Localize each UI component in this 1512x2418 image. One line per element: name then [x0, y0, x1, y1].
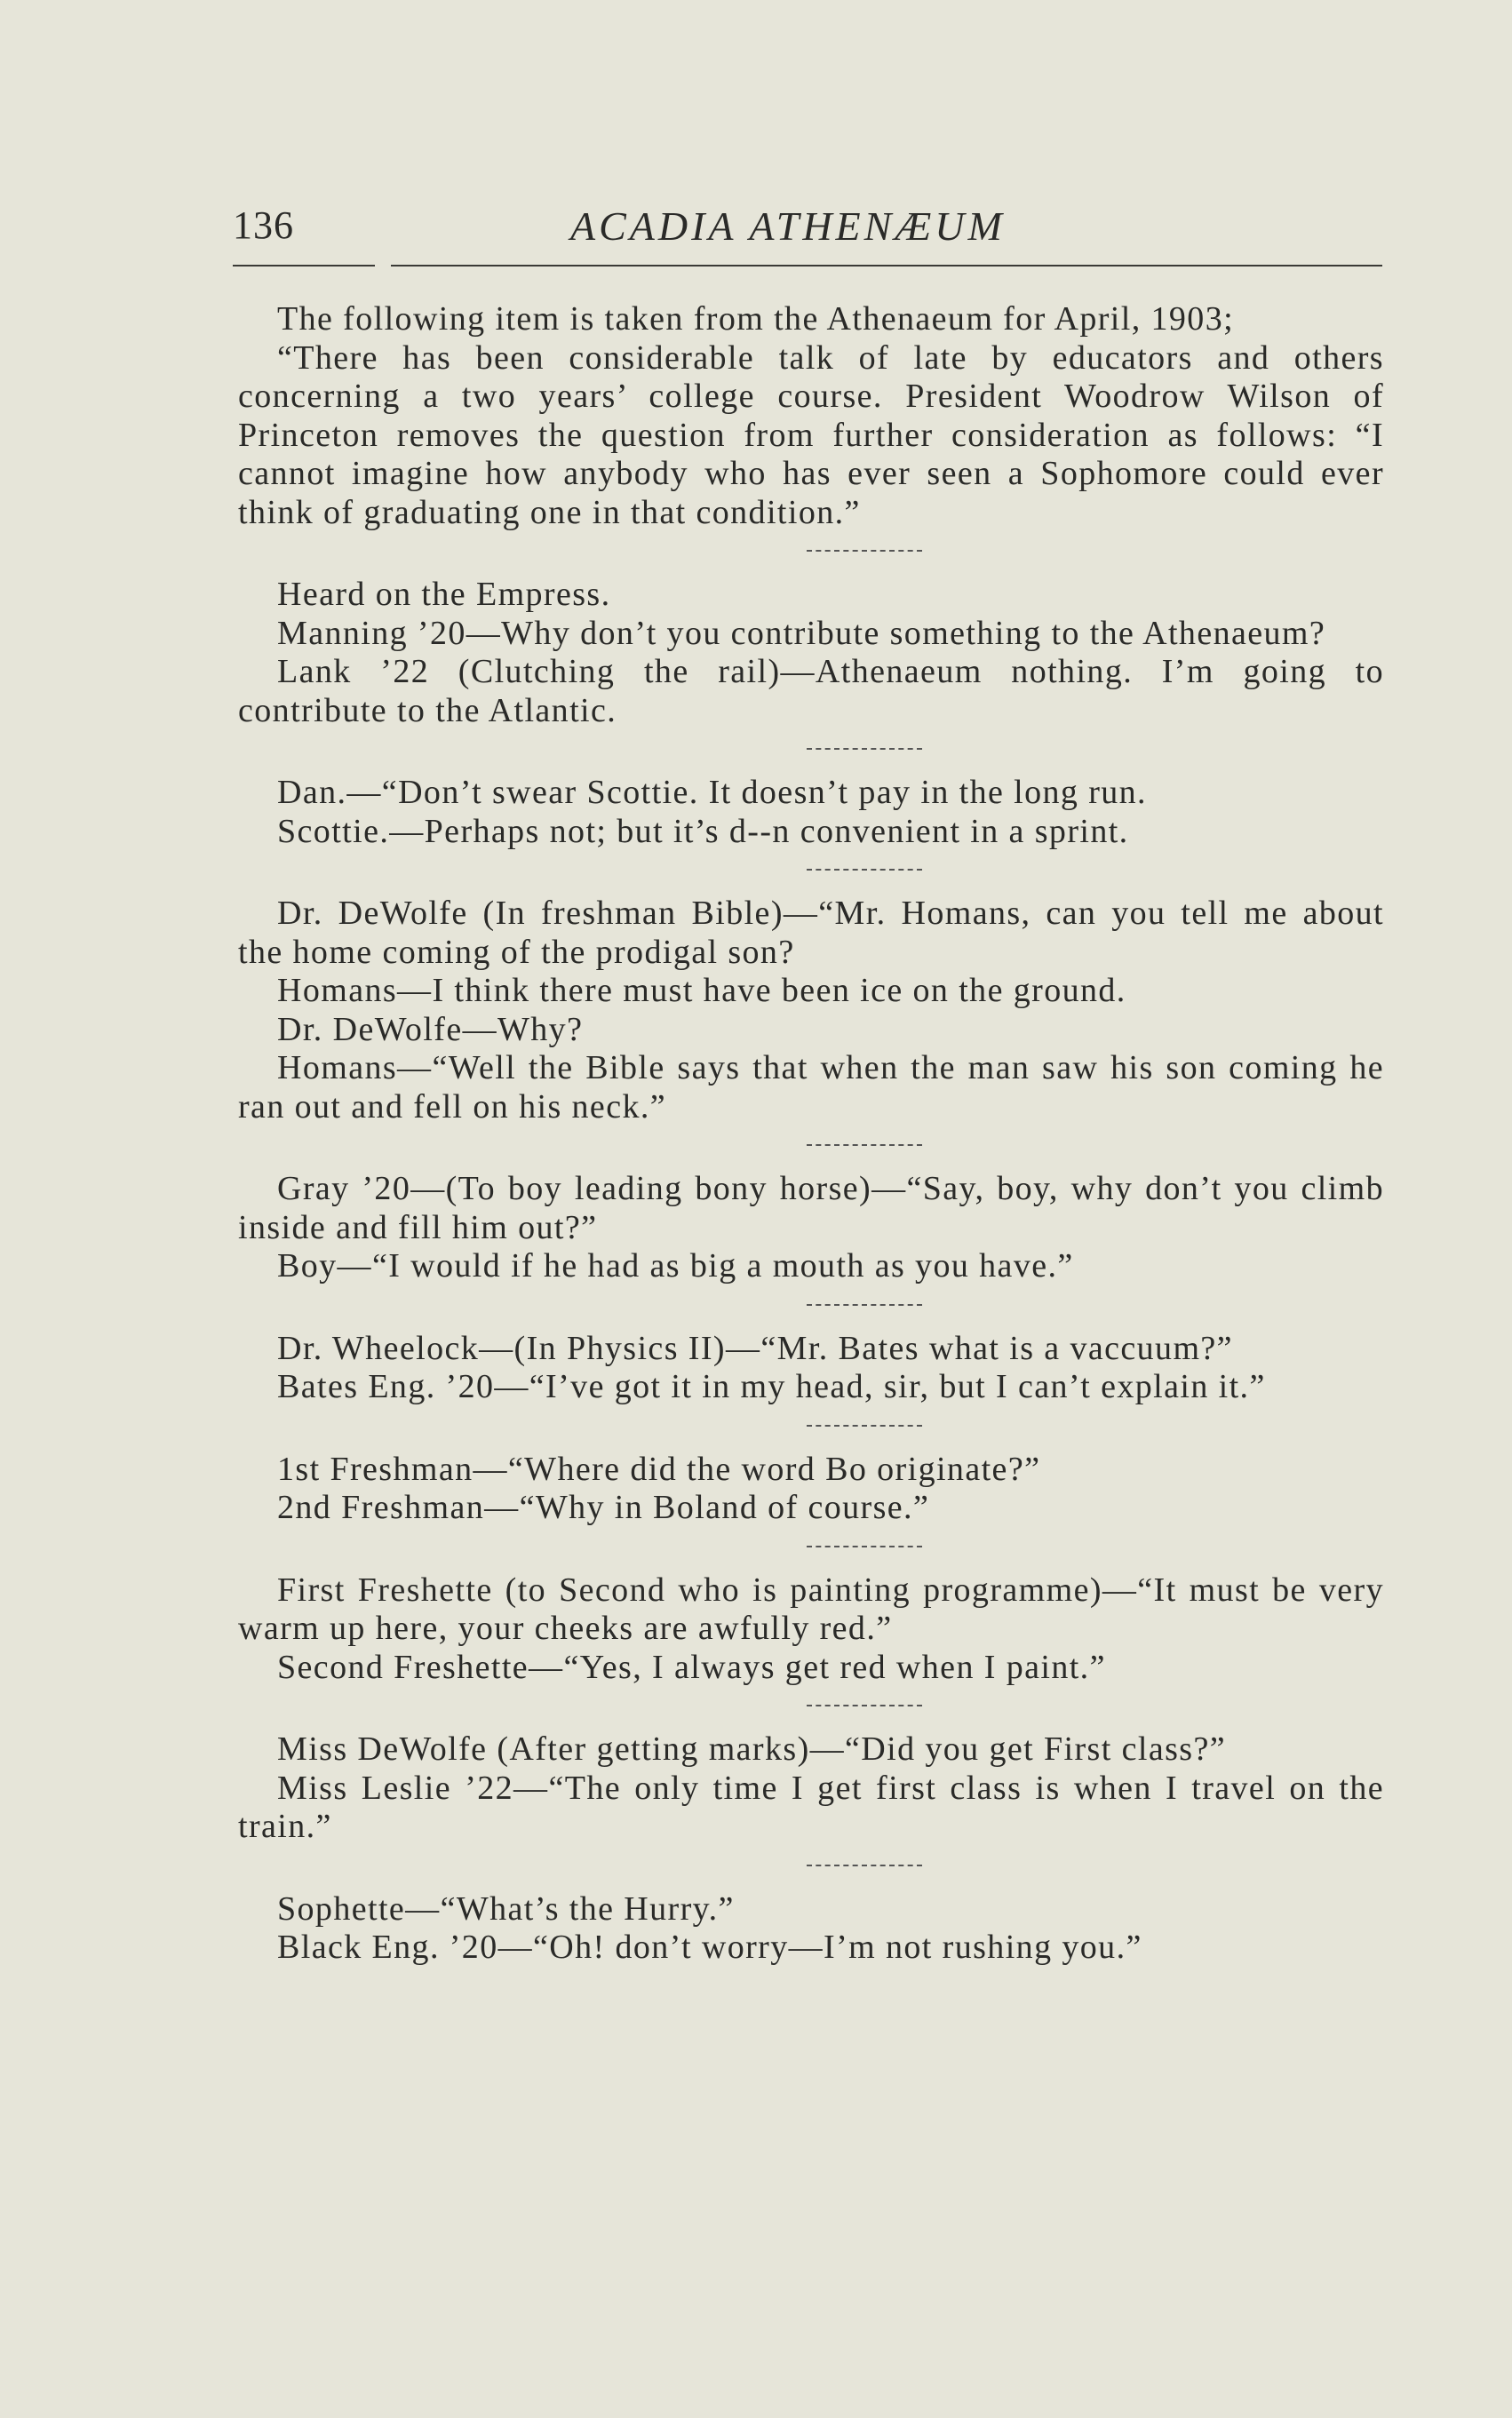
section-first-class	[238, 1730, 1384, 1847]
paragraph: Manning ’20—Why don’t you contribute something to the Athenaeum?	[277, 614, 1326, 652]
section-empress	[238, 576, 1384, 730]
paragraph: 1st Freshman—“Where did the word Bo originate?”	[277, 1450, 1041, 1488]
paragraph: Heard on the Empress.	[277, 576, 611, 613]
paragraph: The following item is taken from the Athenaeum for April, 1903;	[277, 300, 1235, 338]
paragraph: Dr. Wheelock—(In Physics II)—“Mr. Bates what is a vaccuum?”	[277, 1329, 1233, 1367]
paragraph: Gray ’20—(To boy leading bony horse)—“Say, boy, why don’t you climb inside and fill him out?”	[238, 1170, 1384, 1246]
section-freshettes	[238, 1571, 1384, 1688]
page-number: 136	[233, 203, 294, 247]
paragraph: “There has been considerable talk of late by educators and others concerning a two years’ college course. President Woodrow Wilson of Princeton removes the question from further consideration as follows: “I cannot imagine how anybody who has ever seen a Sophomore could ever think of graduating one in that condition.”	[238, 338, 1384, 531]
section-boland	[238, 1451, 1384, 1528]
paragraph: Homans—I think there must have been ice on the ground.	[277, 972, 1126, 1009]
section-divider	[807, 748, 922, 750]
section-divider	[807, 1144, 922, 1146]
page-header	[233, 203, 1382, 256]
section-divider	[807, 1304, 922, 1306]
header-rule	[233, 265, 375, 266]
section-divider	[807, 1546, 922, 1547]
paragraph: Dr. DeWolfe (In freshman Bible)—“Mr. Homans, can you tell me about the home coming of the prodigal son?	[238, 895, 1384, 971]
paragraph: Bates Eng. ’20—“I’ve got it in my head, sir, but I can’t explain it.”	[277, 1368, 1266, 1405]
section-prodigal-son	[238, 895, 1384, 1126]
paragraph: Scottie.—Perhaps not; but it’s d--n convenient in a sprint.	[277, 812, 1129, 850]
page-body	[238, 300, 1384, 1968]
paragraph: Second Freshette—“Yes, I always get red when I paint.”	[277, 1648, 1106, 1686]
paragraph: Sophette—“What’s the Hurry.”	[277, 1889, 735, 1928]
section-divider	[807, 1425, 922, 1427]
paragraph: Dr. DeWolfe—Why?	[277, 1010, 584, 1048]
paragraph: Dan.—“Don’t swear Scottie. It doesn’t pay in the long run.	[277, 774, 1147, 811]
paragraph: Miss DeWolfe (After getting marks)—“Did you get First class?”	[277, 1730, 1227, 1768]
paragraph: Miss Leslie ’22—“The only time I get first class is when I travel on the train.”	[238, 1769, 1384, 1845]
section-scottie	[238, 774, 1384, 851]
section-divider	[807, 550, 922, 552]
section-hurry	[238, 1890, 1384, 1968]
section-divider	[807, 1865, 922, 1866]
paragraph: Boy—“I would if he had as big a mouth as you have.”	[277, 1247, 1074, 1285]
section-vaccuum	[238, 1330, 1384, 1407]
paragraph: Lank ’22 (Clutching the rail)—Athenaeum nothing. I’m going to contribute to the Atlantic.	[238, 653, 1384, 729]
paragraph: 2nd Freshman—“Why in Boland of course.”	[277, 1489, 930, 1526]
section-bony-horse	[238, 1170, 1384, 1286]
section-divider	[807, 869, 922, 871]
paragraph: Homans—“Well the Bible says that when the man saw his son coming he ran out and fell on his neck.”	[238, 1049, 1384, 1125]
paragraph: Black Eng. ’20—“Oh! don’t worry—I’m not rushing you.”	[277, 1929, 1142, 1966]
running-title: ACADIA ATHENÆUM	[570, 203, 1006, 249]
section-divider	[807, 1705, 922, 1706]
section-athenaeum-1903	[238, 300, 1384, 532]
paragraph: First Freshette (to Second who is painting programme)—“It must be very warm up here, your cheeks are awfully red.”	[238, 1571, 1384, 1647]
header-rule	[391, 265, 1382, 266]
